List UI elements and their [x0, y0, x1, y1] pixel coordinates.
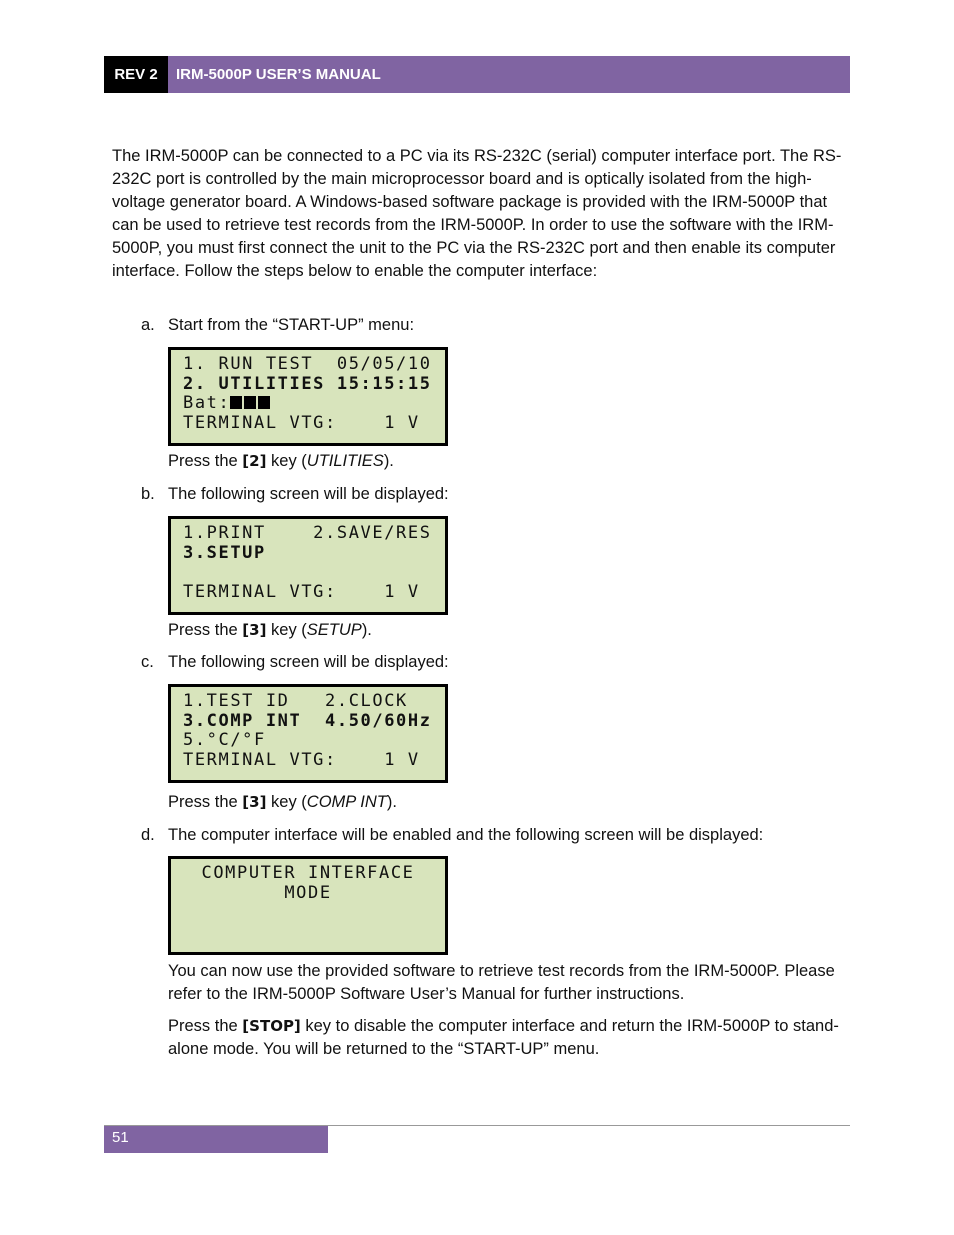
lcd-line: 2. UTILITIES 15:15:15 — [183, 373, 432, 394]
press-text: Press the — [168, 793, 243, 811]
lcd-utilities-menu — [168, 516, 448, 615]
press-text: key ( — [266, 452, 307, 470]
step-b — [141, 483, 449, 506]
step-text: The following screen will be displayed: — [168, 485, 449, 503]
step-text: The following screen will be displayed: — [168, 653, 449, 671]
step-label: d. — [141, 826, 155, 844]
stop-instruction — [168, 1015, 848, 1061]
intro-paragraph: The IRM-5000P can be connected to a PC via its RS-232C (serial) computer interface port. The RS-232C port is controlled by the main microprocessor board and is optically isolated from the high-voltage generator board. A Windows-based software package is provided with the IRM-5000P that can be used to retrieve test records from the IRM-5000P. In order to use the software with the IRM-5000P, you must first connect the unit to the PC via the RS-232C port and then enable its computer interface. Follow the steps below to enable the computer interface: — [112, 147, 842, 280]
press-text: key ( — [266, 621, 307, 639]
lcd-line — [183, 563, 445, 583]
press-instruction — [168, 619, 848, 642]
menu-name: COMP INT — [306, 793, 387, 811]
press-instruction — [168, 791, 848, 814]
menu-name: UTILITIES — [306, 452, 384, 470]
step-text: The computer interface will be enabled and the following screen will be displayed: — [168, 826, 764, 844]
press-text: key to disable the computer interface and return the IRM-5000P to stand-alone mode. You will be returned to the “START-UP” menu. — [168, 1017, 839, 1058]
page-header — [104, 56, 850, 93]
manual-title: IRM-5000P USER’S MANUAL — [168, 56, 850, 93]
lcd-line: 3.SETUP — [183, 542, 266, 563]
lcd-line: 5.°C/°F — [183, 730, 266, 750]
battery-label: Bat: — [183, 393, 231, 413]
lcd-setup-menu — [168, 684, 448, 783]
step-label: c. — [141, 653, 154, 671]
revision-label: REV 2 — [104, 56, 168, 93]
step-label: a. — [141, 316, 155, 334]
lcd-line: COMPUTER INTERFACE — [201, 863, 415, 883]
lcd-line — [183, 394, 445, 414]
key-label: [STOP] — [242, 1017, 301, 1035]
step-d — [141, 824, 763, 847]
press-text: ). — [361, 621, 372, 639]
lcd-line: TERMINAL VTG: 1 V — [183, 412, 420, 433]
press-instruction — [168, 450, 848, 473]
lcd-line: MODE — [284, 882, 332, 903]
lcd-line: 1.TEST ID 2.CLOCK — [183, 691, 408, 711]
step-label: b. — [141, 485, 155, 503]
key-label: [3] — [242, 621, 267, 639]
step-a — [141, 314, 414, 337]
key-label: [3] — [242, 793, 267, 811]
lcd-line: 1.PRINT 2.SAVE/RES — [183, 523, 432, 543]
lcd-line: 3.COMP INT 4.50/60Hz — [183, 710, 432, 731]
press-text: Press the — [168, 452, 243, 470]
press-text: Press the — [168, 1017, 243, 1035]
lcd-line: TERMINAL VTG: 1 V — [183, 581, 420, 602]
lcd-startup-menu — [168, 347, 448, 446]
step-text: Start from the “START-UP” menu: — [168, 316, 415, 334]
key-label: [2] — [242, 452, 267, 470]
press-text: key ( — [266, 793, 307, 811]
step-c — [141, 651, 449, 674]
lcd-computer-interface — [168, 856, 448, 955]
closing-paragraph: You can now use the provided software to retrieve test records from the IRM-5000P. Please refer to the IRM-5000P Software User’s Manual for further instructions. — [168, 962, 835, 1003]
menu-name: SETUP — [306, 621, 362, 639]
page-number: 51 — [104, 1126, 328, 1153]
press-text: ). — [383, 452, 394, 470]
lcd-line: TERMINAL VTG: 1 V — [183, 749, 420, 770]
press-text: ). — [386, 793, 397, 811]
battery-icon — [230, 393, 272, 413]
press-text: Press the — [168, 621, 243, 639]
lcd-line: 1. RUN TEST 05/05/10 — [183, 354, 432, 374]
